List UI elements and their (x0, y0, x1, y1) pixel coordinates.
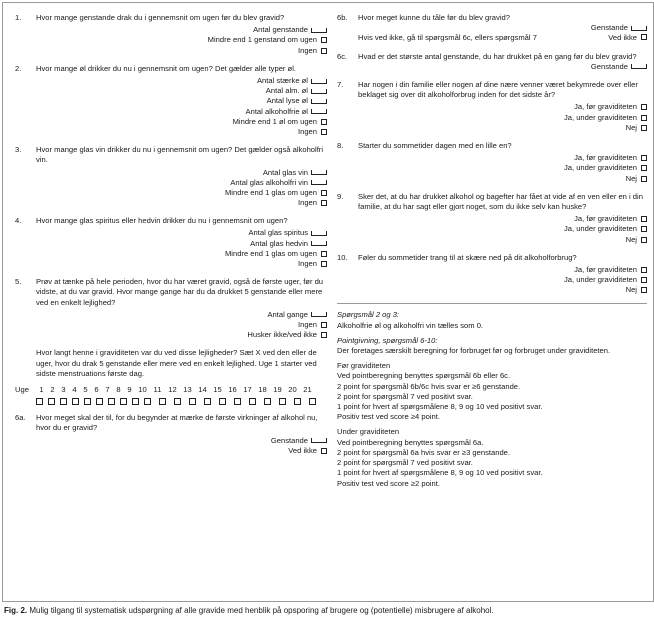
number-field[interactable] (631, 26, 647, 31)
question-10: 10. Føler du sommetider trang til at skære ned på dit alkoholforbrug? Ja, før graviditeten Ja, under graviditeten Nej (337, 253, 647, 296)
week-checkbox[interactable] (132, 398, 139, 405)
checkbox[interactable] (321, 200, 327, 206)
week-checkbox[interactable] (159, 398, 166, 405)
number-field[interactable] (311, 241, 327, 246)
checkbox[interactable] (641, 226, 647, 232)
scoring-notes: Spørgsmål 2 og 3: Alkoholfrie øl og alkoholfri vin tælles som 0. Pointgivning, spørgsmål 6-10: Der foretages særskilt beregning for forbruget før og forbruget under graviditeten. Før graviditeten Ved pointberegning benyttes spørgsmål 6b eller 6c. 2 point for spørgsmål 6b/6c hvis svar er ≥6 genstande. 2 point for spørgsmål 7 ved positivt svar. 1 point for hvert af spørgsmålene 8, 9 og 10 ved positivt svar. Positiv test ved score ≥4 point. Under graviditeten Ved pointberegning benyttes spørgsmål 6a. 2 point for spørgsmål 6a hvis svar er ≥3 genstande. 2 point for spørgsmål 7 ved positivt svar. 1 point for hvert af spørgsmålene 8, 9 og 10 ved positivt svar. Positiv test ved score ≥2 point. (337, 310, 611, 488)
week-checkbox[interactable] (279, 398, 286, 405)
question-3: 3. Hvor mange glas vin drikker du nu i gennemsnit om ugen? Det gælder også alkoholfri vin. Antal glas vin Antal glas alkoholfri vin Mindre end 1 glas om ugen Ingen (15, 145, 327, 208)
right-column (337, 13, 647, 489)
divider (337, 303, 647, 304)
checkbox[interactable] (321, 261, 327, 267)
checkbox[interactable] (321, 251, 327, 257)
checkbox[interactable] (321, 190, 327, 196)
question-7: 7. Har nogen i din familie eller nogen af dine nære venner været bekymrede over eller beklaget sig over dit alkoholforbrug inden for det sidste år? Ja, før graviditeten Ja, under graviditeten Nej (337, 80, 647, 133)
number-field[interactable] (631, 64, 647, 69)
week-checkbox[interactable] (249, 398, 256, 405)
week-checkbox[interactable] (294, 398, 301, 405)
week-checkbox[interactable] (84, 398, 91, 405)
number-field[interactable] (311, 438, 327, 443)
week-labels: Uge 1 2 3 4 5 6 7 8 9 10 11 12 13 14 15 16 17 18 19 20 21 (15, 384, 312, 394)
number-field[interactable] (311, 109, 327, 114)
checkbox[interactable] (321, 332, 327, 338)
question-5: 5. Prøv at tænke på hele perioden, hvor du har været gravid, også de første uger, før du vidste, at du var gravid. Hvor mange gange har du da drukket 5 genstande eller mere ved en enkelt lejlighed? Antal gange Ingen Husker ikke/ved ikke Hvor langt henne i graviditeten var du ved disse lejligheder? Sæt X ved den eller de uger, hvor du drak 5 genstande eller mere ved en enkelt lejlighed. Uge 1 starter ved sidste menstruations første dag. Uge 1 2 3 4 5 6 7 8 9 10 11 12 13 14 15 16 17 18 19 20 21 (15, 277, 327, 405)
number-field[interactable] (311, 180, 327, 185)
figure-frame (2, 2, 654, 602)
question-5-followup: Hvor langt henne i graviditeten var du ved disse lejligheder? Sæt X ved den eller de uger, hvor du drak 5 genstande eller mere ved en enkelt lejlighed. Uge 1 starter ved sidste menstruations første dag. (36, 348, 317, 378)
checkbox[interactable] (641, 34, 647, 40)
week-checkbox[interactable] (174, 398, 181, 405)
question-4: 4. Hvor mange glas spiritus eller hedvin drikker du nu i gennemsnit om ugen? Antal glas spiritus Antal glas hedvin Mindre end 1 glas om ugen Ingen (15, 216, 327, 269)
week-checkbox[interactable] (60, 398, 67, 405)
checkbox[interactable] (641, 115, 647, 121)
checkbox[interactable] (641, 267, 647, 273)
week-checkbox[interactable] (204, 398, 211, 405)
checkbox[interactable] (641, 176, 647, 182)
checkbox[interactable] (641, 104, 647, 110)
checkbox[interactable] (321, 129, 327, 135)
number-field[interactable] (311, 231, 327, 236)
checkbox[interactable] (641, 277, 647, 283)
checkbox[interactable] (321, 119, 327, 125)
week-checkbox[interactable] (72, 398, 79, 405)
checkbox[interactable] (321, 37, 327, 43)
week-checkbox[interactable] (234, 398, 241, 405)
number-field[interactable] (311, 89, 327, 94)
checkbox[interactable] (641, 237, 647, 243)
checkbox[interactable] (321, 448, 327, 454)
week-checkbox[interactable] (36, 398, 43, 405)
week-checkbox[interactable] (96, 398, 103, 405)
checkbox[interactable] (641, 125, 647, 131)
week-checkbox[interactable] (108, 398, 115, 405)
question-9: 9. Sker det, at du har drukket alkohol og bagefter har fået at vide af en ven eller en i din familie, at du har sagt eller gjort noget, som du ikke selv kan huske? Ja, før graviditeten Ja, under graviditeten Nej (337, 192, 647, 245)
checkbox[interactable] (641, 165, 647, 171)
week-checkboxes (36, 398, 327, 405)
checkbox[interactable] (321, 48, 327, 54)
week-checkbox[interactable] (120, 398, 127, 405)
number-field[interactable] (311, 28, 327, 33)
checkbox[interactable] (321, 322, 327, 328)
checkbox[interactable] (641, 287, 647, 293)
number-field[interactable] (311, 99, 327, 104)
question-2: 2. Hvor mange øl drikker du nu i gennemsnit om ugen? Det gælder alle typer øl. Antal stærke øl Antal alm. øl Antal lyse øl Antal alkoholfrie øl Mindre end 1 øl om ugen Ingen (15, 64, 327, 137)
week-checkbox[interactable] (48, 398, 55, 405)
number-field[interactable] (311, 312, 327, 317)
question-8: 8. Starter du sommetider dagen med en lille en? Ja, før graviditeten Ja, under graviditeten Nej (337, 141, 647, 184)
question-6c: 6c. Hvad er det største antal genstande, du har drukket på en gang før du blev gravid? Genstande (337, 52, 647, 72)
left-column (15, 13, 327, 464)
week-checkbox[interactable] (189, 398, 196, 405)
number-field[interactable] (311, 79, 327, 84)
week-checkbox[interactable] (309, 398, 316, 405)
number-field[interactable] (311, 170, 327, 175)
week-checkbox[interactable] (219, 398, 226, 405)
week-checkbox[interactable] (144, 398, 151, 405)
question-6b: 6b. Hvor meget kunne du tåle før du blev gravid? Genstande Hvis ved ikke, gå til spørgsmål 6c, ellers spørgsmål 7 Ved ikke (337, 13, 647, 44)
question-6a: 6a. Hvor meget skal der til, for du begynder at mærke de første virkninger af alkohol nu, hvor du er gravid? Genstande Ved ikke (15, 413, 327, 456)
checkbox[interactable] (641, 216, 647, 222)
figure-caption: Fig. 2. Mulig tilgang til systematisk udspørgning af alle gravide med henblik på opsporing af brugere og (potentielle) misbrugere af alkohol. (4, 606, 494, 615)
week-checkbox[interactable] (264, 398, 271, 405)
question-1: 1. Hvor mange genstande drak du i gennemsnit om ugen før du blev gravid? Antal genstande Mindre end 1 genstand om ugen Ingen (15, 13, 327, 56)
checkbox[interactable] (641, 155, 647, 161)
